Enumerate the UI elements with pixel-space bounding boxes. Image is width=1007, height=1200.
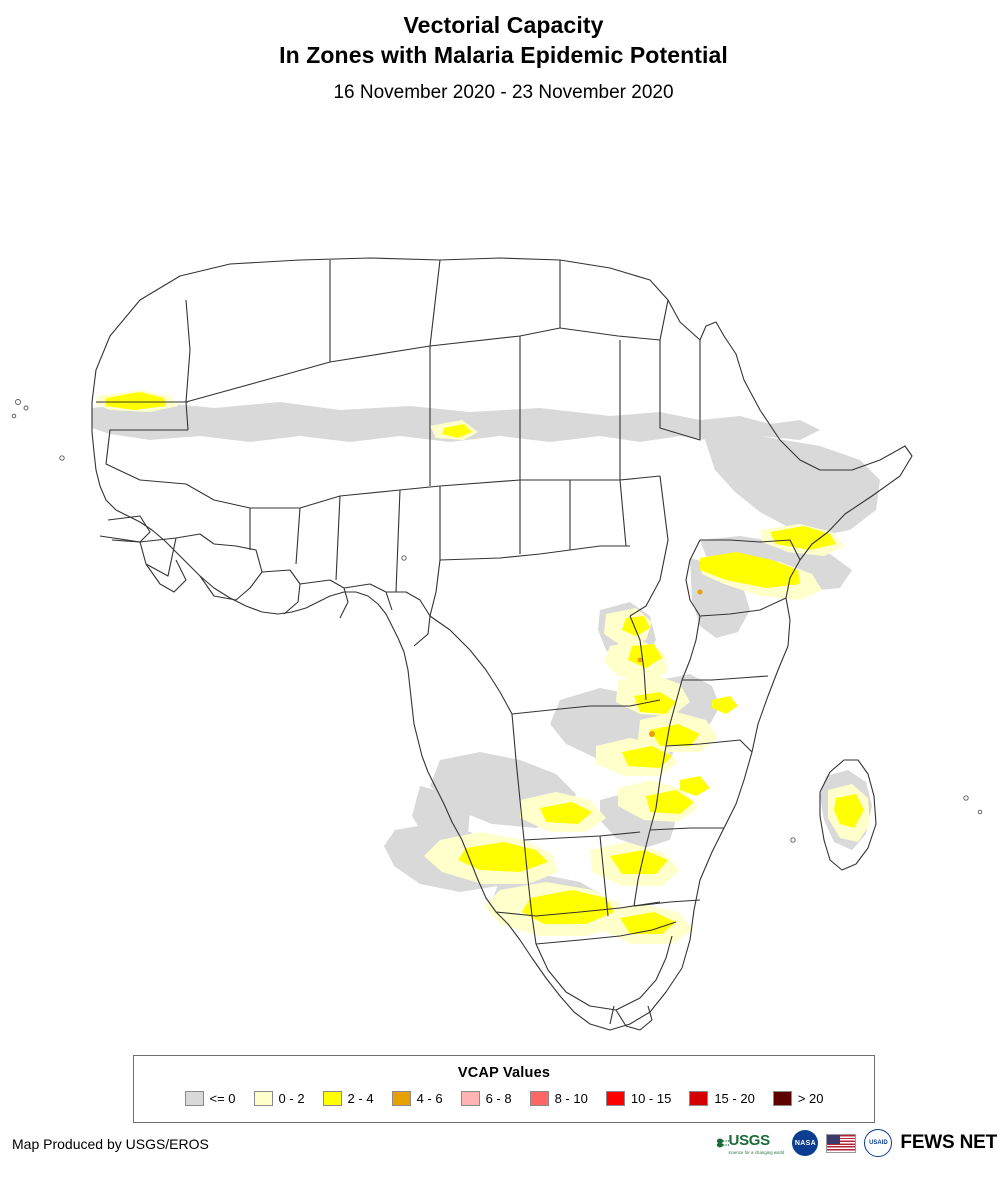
- legend-item: [392, 1091, 443, 1106]
- nasa-logo: NASA: [792, 1130, 818, 1156]
- africa-map: [0, 140, 1007, 1040]
- legend-item: [606, 1091, 671, 1106]
- legend-item-label: > 20: [797, 1091, 824, 1106]
- legend-item: [689, 1091, 754, 1106]
- legend-item: [323, 1091, 374, 1106]
- legend-item: [185, 1091, 236, 1106]
- legend-swatch-icon: [773, 1091, 792, 1106]
- usgs-logo-text: USGS: [728, 1131, 770, 1149]
- legend-panel: [133, 1055, 875, 1123]
- legend-swatch-icon: [185, 1091, 204, 1106]
- legend-swatch-icon: [461, 1091, 480, 1106]
- legend-item-label: 2 - 4: [347, 1091, 374, 1106]
- legend-swatch-icon: [530, 1091, 549, 1106]
- usgs-logo-tagline: science for a changing world: [728, 1149, 785, 1155]
- legend-items: [134, 1091, 874, 1106]
- legend-item-label: 6 - 8: [485, 1091, 512, 1106]
- usgs-wave-icon: [717, 1137, 729, 1149]
- usgs-logo: [717, 1130, 785, 1156]
- legend-swatch-icon: [689, 1091, 708, 1106]
- legend-item-label: 8 - 10: [554, 1091, 588, 1106]
- legend-item-label: <= 0: [209, 1091, 236, 1106]
- legend-item: [773, 1091, 824, 1106]
- legend-item-label: 0 - 2: [278, 1091, 305, 1106]
- legend-swatch-icon: [254, 1091, 273, 1106]
- date-range-subtitle: 16 November 2020 - 23 November 2020: [333, 82, 674, 103]
- legend-swatch-icon: [323, 1091, 342, 1106]
- us-flag-icon: [826, 1134, 856, 1153]
- footer-logos: [717, 1128, 997, 1158]
- legend-item-label: 10 - 15: [630, 1091, 672, 1106]
- page-title-line-1: Vectorial Capacity: [403, 12, 604, 38]
- title-block: [0, 10, 1007, 108]
- legend-title: VCAP Values: [457, 1065, 551, 1081]
- fews-net-logo: FEWS NET: [900, 1132, 997, 1153]
- legend-item-label: 15 - 20: [714, 1091, 755, 1106]
- map-credit: Map Produced by USGS/EROS: [12, 1136, 209, 1152]
- legend-swatch-icon: [606, 1091, 625, 1106]
- legend-item: [530, 1091, 588, 1106]
- legend-swatch-icon: [392, 1091, 411, 1106]
- page-title-line-2: In Zones with Malaria Epidemic Potential: [279, 42, 728, 68]
- map-svg: [0, 140, 1007, 1040]
- legend-item: [461, 1091, 512, 1106]
- usaid-logo: USAID: [864, 1129, 892, 1157]
- legend-item: [254, 1091, 305, 1106]
- legend-item-label: 4 - 6: [416, 1091, 443, 1106]
